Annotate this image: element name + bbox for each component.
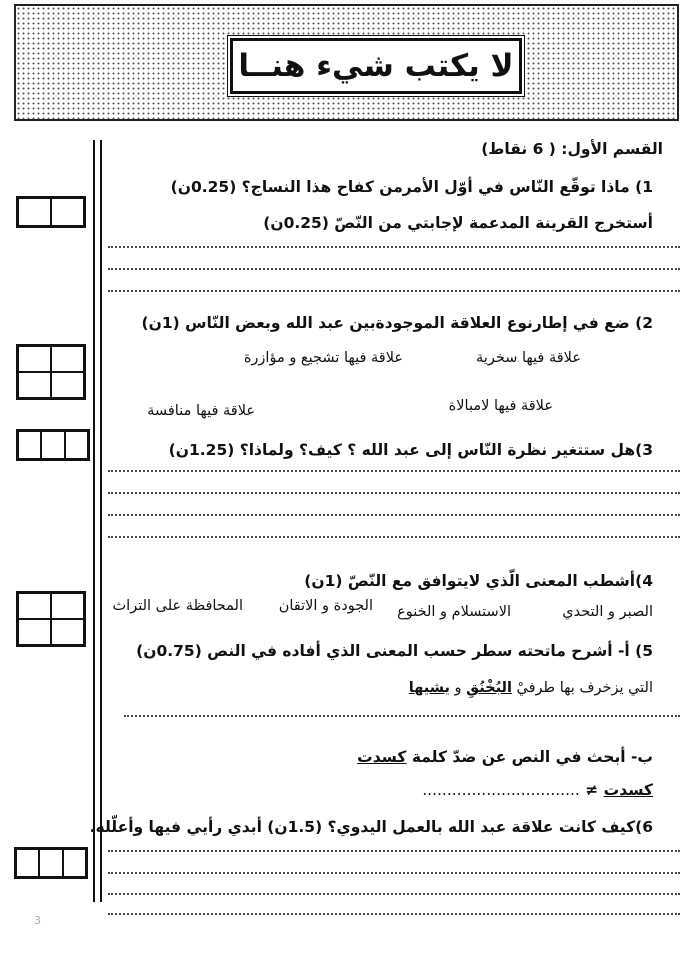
question-1: 1) ماذا توقّع النّاس في أوّل الأمرمن كفاح هذا النساج؟ (0.25ن)	[170, 178, 653, 196]
q5b-answer-line[interactable]: كسدت ≠ ................................	[422, 781, 653, 799]
q4-option[interactable]: الصبر و التحدي	[562, 604, 653, 620]
answer-line[interactable]	[108, 290, 680, 292]
header-banner-text: لا يكتب شيء هنــا	[238, 48, 514, 84]
question-1-sub: أستخرج القرينة المدعمة لإجابتي من النّصّ (0.25ن)	[263, 214, 653, 232]
q5-quote-line: التي يزخرف بها طرفيْ البُخْنُقِ و يشيها	[408, 680, 653, 696]
answer-line[interactable]	[124, 715, 680, 717]
underlined-word: يشيها	[408, 680, 450, 696]
q4-option[interactable]: الاستسلام و الخنوع	[397, 604, 511, 620]
answer-line[interactable]	[108, 872, 680, 874]
q4-option[interactable]: الجودة و الاتقان	[278, 598, 373, 614]
answer-line[interactable]	[108, 536, 680, 538]
score-box-q1	[16, 196, 86, 228]
question-4: 4)أشطب المعنى الّذي لايتوافق مع النّصّ (1ن)	[304, 572, 653, 590]
answer-line[interactable]	[108, 850, 680, 852]
answer-line[interactable]	[108, 246, 680, 248]
question-5a: 5) أ- أشرح ماتحته سطر حسب المعنى الذي أفاده في النص (0.75ن)	[136, 642, 653, 660]
score-box-q4	[16, 591, 86, 647]
answer-line[interactable]	[108, 514, 680, 516]
question-6: 6)كيف كانت علاقة عبد الله بالعمل اليدوي؟ (1.5ن) أبدي رأيي فيها وأعلّله.	[89, 818, 653, 836]
margin-line-inner	[100, 140, 102, 902]
answer-line[interactable]	[108, 470, 680, 472]
header-banner	[230, 38, 522, 94]
q4-option[interactable]: المحافظة على التراث	[112, 598, 243, 614]
score-box-q2	[16, 344, 86, 400]
section-points: ( 6 نقاط)	[481, 140, 556, 158]
section-title: القسم الأول: ( 6 نقاط)	[481, 140, 663, 158]
page-number: 3	[34, 914, 41, 927]
q2-option[interactable]: علاقة فيها منافسة	[147, 403, 255, 419]
q2-option[interactable]: علاقة فيها سخرية	[476, 350, 581, 366]
answer-line[interactable]	[108, 268, 680, 270]
question-2: 2) ضع في إطارنوع العلاقة الموجودةبين عبد الله وبعض النّاس (1ن)	[141, 314, 653, 332]
score-box-q6	[14, 847, 88, 879]
question-3: 3)هل ستتغير نظرة النّاس إلى عبد الله ؟ كيف؟ ولماذا؟ (1.25ن)	[168, 441, 653, 459]
underlined-word: البُخْنُقِ	[466, 680, 512, 696]
score-box-q3	[16, 429, 90, 461]
question-5b: ب- أبحث في النص عن ضدّ كلمة كسدت	[357, 748, 653, 766]
q2-option[interactable]: علاقة فيها تشجيع و مؤازرة	[243, 350, 403, 366]
not-equal-sign: ≠	[585, 781, 599, 799]
answer-line[interactable]	[108, 913, 680, 915]
answer-line[interactable]	[108, 492, 680, 494]
q2-option[interactable]: علاقة فيها لامبالاة	[448, 398, 553, 414]
underlined-word: كسدت	[357, 748, 407, 766]
margin-line-outer	[93, 140, 95, 902]
answer-line[interactable]	[108, 893, 680, 895]
